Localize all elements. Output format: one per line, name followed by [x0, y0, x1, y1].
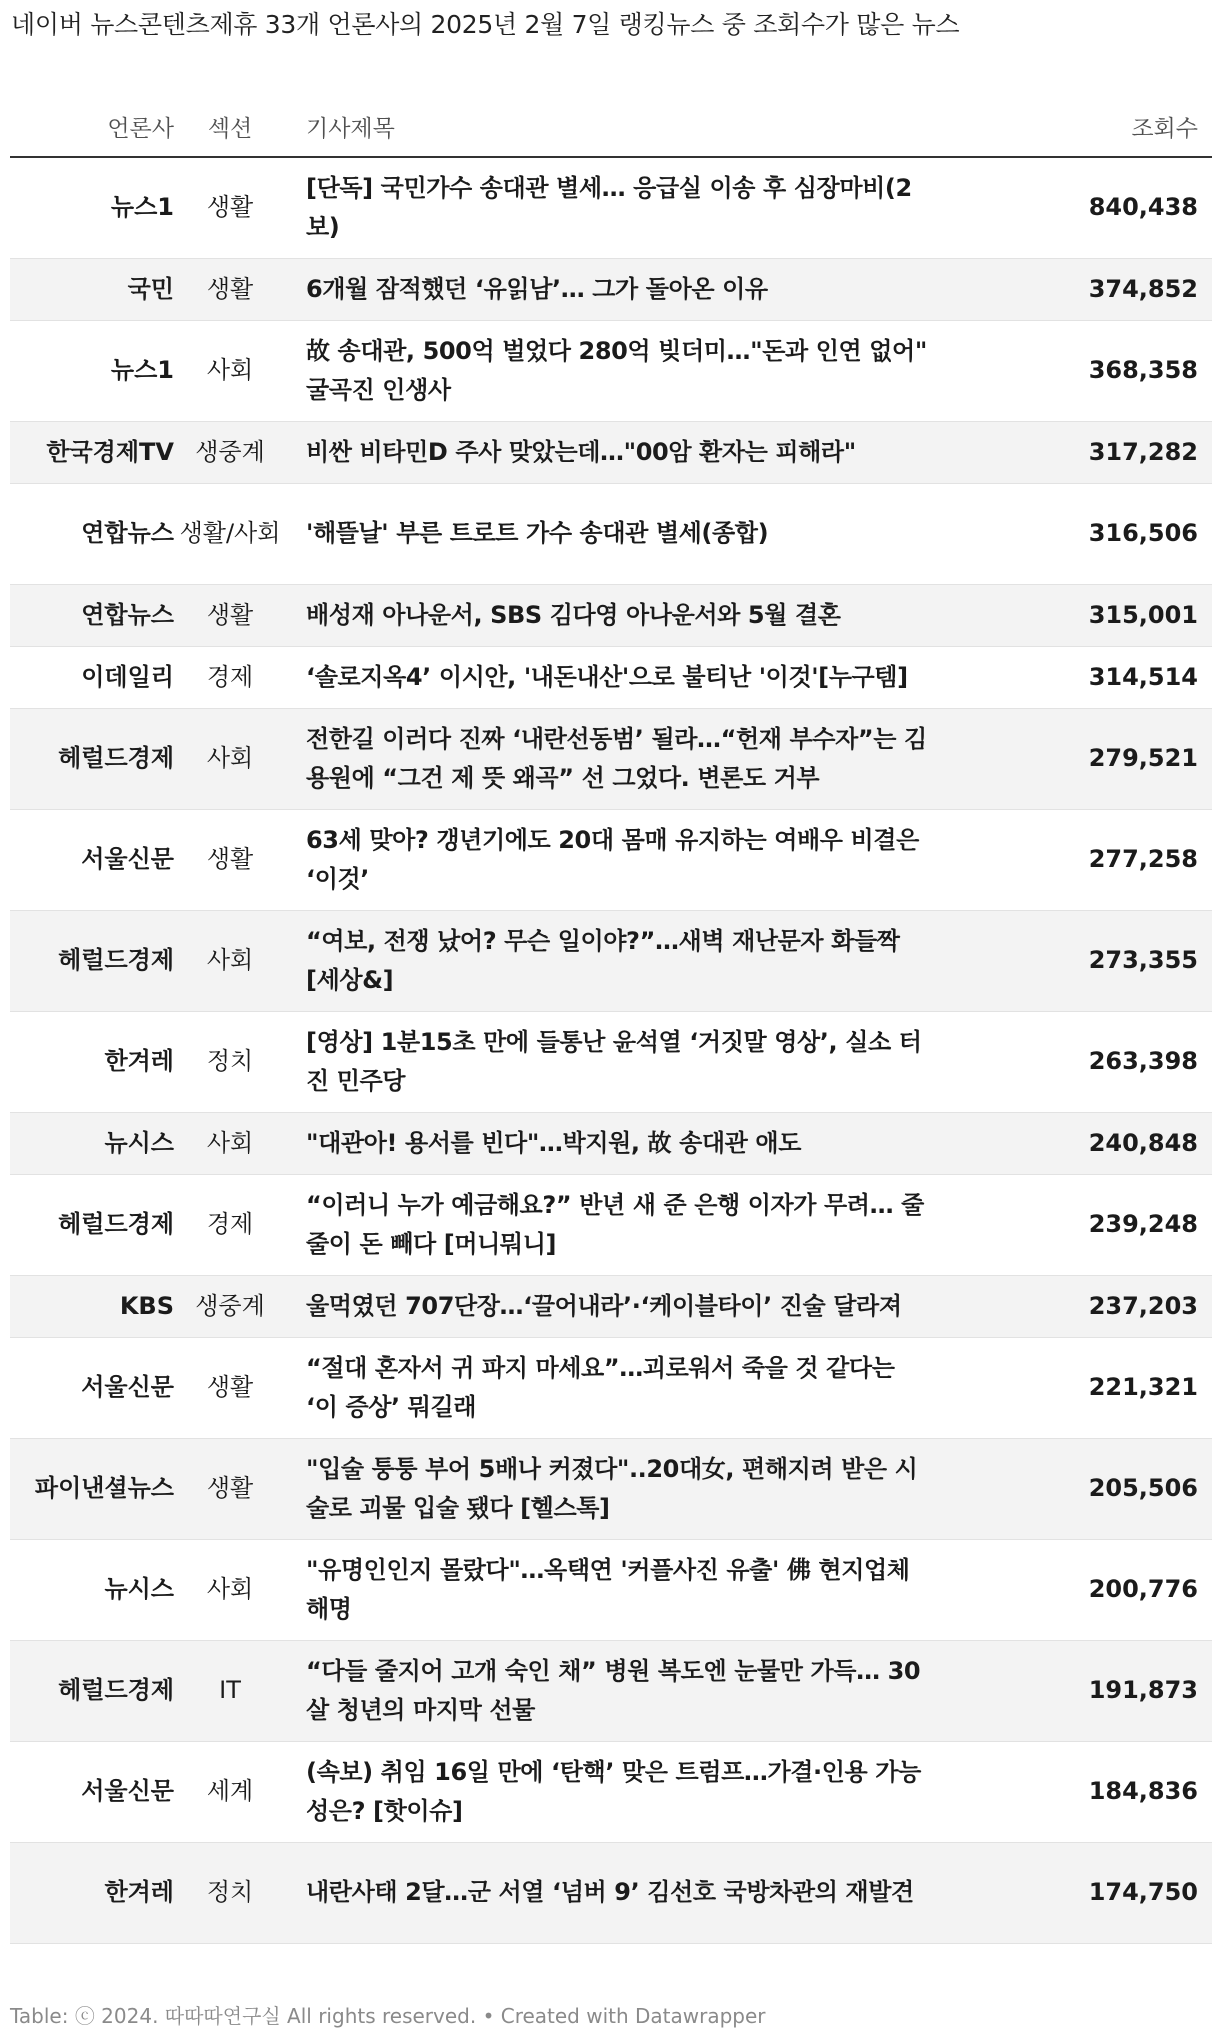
- table-row: [10, 1112, 1212, 1174]
- table-row: [10, 646, 1212, 708]
- column-header-outlet[interactable]: 언론사: [10, 96, 174, 157]
- chart-title: 네이버 뉴스콘텐츠제휴 33개 언론사의 2025년 2월 7일 랭킹뉴스 중 조회수가 많은 뉴스: [11, 10, 960, 39]
- cell-section: 사회: [174, 910, 286, 1011]
- table-row: [10, 258, 1212, 320]
- cell-title: '해뜰날' 부른 트로트 가수 송대관 별세(종합): [286, 483, 958, 584]
- table-footer: Table: ⓒ 2024. 따따따연구실 All rights reserved. • Created with Datawrapper: [10, 2004, 766, 2028]
- cell-views: 221,321: [958, 1337, 1212, 1438]
- cell-outlet: 뉴스1: [10, 157, 174, 258]
- cell-views: 316,506: [958, 483, 1212, 584]
- cell-views: 273,355: [958, 910, 1212, 1011]
- cell-outlet: 서울신문: [10, 1337, 174, 1438]
- cell-title: 비싼 비타민D 주사 맞았는데…"00암 환자는 피해라": [286, 421, 958, 483]
- cell-views: 263,398: [958, 1011, 1212, 1112]
- cell-outlet: 이데일리: [10, 646, 174, 708]
- cell-views: 184,836: [958, 1741, 1212, 1842]
- cell-section: 생중계: [174, 1275, 286, 1337]
- cell-title: 배성재 아나운서, SBS 김다영 아나운서와 5월 결혼: [286, 584, 958, 646]
- cell-section: IT: [174, 1640, 286, 1741]
- cell-section: 생활: [174, 157, 286, 258]
- cell-views: 174,750: [958, 1842, 1212, 1943]
- cell-section: 생활: [174, 258, 286, 320]
- cell-views: 315,001: [958, 584, 1212, 646]
- ranking-table: [10, 96, 1212, 1944]
- cell-outlet: 헤럴드경제: [10, 708, 174, 809]
- cell-title: “다들 줄지어 고개 숙인 채” 병원 복도엔 눈물만 가득… 30살 청년의 마지막 선물: [286, 1640, 958, 1741]
- table-row: [10, 1640, 1212, 1741]
- cell-title: "유명인인지 몰랐다"…옥택연 '커플사진 유출' 佛 현지업체 해명: [286, 1539, 958, 1640]
- cell-title: 63세 맞아? 갱년기에도 20대 몸매 유지하는 여배우 비결은 ‘이것’: [286, 809, 958, 910]
- cell-section: 경제: [174, 1174, 286, 1275]
- cell-outlet: 서울신문: [10, 809, 174, 910]
- table-row: [10, 1842, 1212, 1943]
- table-row: [10, 1438, 1212, 1539]
- cell-section: 생활: [174, 1438, 286, 1539]
- cell-section: 생활: [174, 584, 286, 646]
- cell-views: 205,506: [958, 1438, 1212, 1539]
- table-row: [10, 584, 1212, 646]
- cell-section: 경제: [174, 646, 286, 708]
- cell-views: 317,282: [958, 421, 1212, 483]
- cell-title: 故 송대관, 500억 벌었다 280억 빚더미…"돈과 인연 없어" 굴곡진 인생사: [286, 320, 958, 421]
- column-header-section[interactable]: 섹션: [174, 96, 286, 157]
- table-row: [10, 1174, 1212, 1275]
- cell-title: “절대 혼자서 귀 파지 마세요”…괴로워서 죽을 것 같다는 ‘이 증상’ 뭐길래: [286, 1337, 958, 1438]
- table-row: [10, 1741, 1212, 1842]
- cell-title: 내란사태 2달…군 서열 ‘넘버 9’ 김선호 국방차관의 재발견: [286, 1842, 958, 1943]
- cell-outlet: KBS: [10, 1275, 174, 1337]
- cell-outlet: 한겨레: [10, 1011, 174, 1112]
- cell-title: "대관아! 용서를 빈다"…박지원, 故 송대관 애도: [286, 1112, 958, 1174]
- table-row: [10, 1337, 1212, 1438]
- cell-views: 191,873: [958, 1640, 1212, 1741]
- cell-title: 울먹였던 707단장…‘끌어내라’·‘케이블타이’ 진술 달라져: [286, 1275, 958, 1337]
- cell-section: 사회: [174, 708, 286, 809]
- cell-section: 세계: [174, 1741, 286, 1842]
- cell-outlet: 뉴시스: [10, 1539, 174, 1640]
- cell-outlet: 헤럴드경제: [10, 910, 174, 1011]
- cell-section: 사회: [174, 1112, 286, 1174]
- table-row: [10, 483, 1212, 584]
- cell-title: “여보, 전쟁 났어? 무슨 일이야?”…새벽 재난문자 화들짝 [세상&]: [286, 910, 958, 1011]
- cell-section: 정치: [174, 1011, 286, 1112]
- cell-title: ‘솔로지옥4’ 이시안, '내돈내산'으로 불티난 '이것'[누구템]: [286, 646, 958, 708]
- cell-views: 277,258: [958, 809, 1212, 910]
- cell-outlet: 헤럴드경제: [10, 1174, 174, 1275]
- cell-views: 279,521: [958, 708, 1212, 809]
- cell-outlet: 국민: [10, 258, 174, 320]
- cell-outlet: 한국경제TV: [10, 421, 174, 483]
- cell-title: (속보) 취임 16일 만에 ‘탄핵’ 맞은 트럼프…가결·인용 가능성은? [핫이슈]: [286, 1741, 958, 1842]
- table-row: [10, 1275, 1212, 1337]
- cell-section: 사회: [174, 1539, 286, 1640]
- table-row: [10, 809, 1212, 910]
- cell-title: "입술 퉁퉁 부어 5배나 커졌다"..20대女, 편해지려 받은 시술로 괴물 입술 됐다 [헬스톡]: [286, 1438, 958, 1539]
- cell-views: 200,776: [958, 1539, 1212, 1640]
- cell-title: 6개월 잠적했던 ‘유읽남’… 그가 돌아온 이유: [286, 258, 958, 320]
- cell-views: 240,848: [958, 1112, 1212, 1174]
- cell-title: [영상] 1분15초 만에 들통난 윤석열 ‘거짓말 영상’, 실소 터진 민주당: [286, 1011, 958, 1112]
- cell-section: 생중계: [174, 421, 286, 483]
- cell-views: 237,203: [958, 1275, 1212, 1337]
- cell-outlet: 연합뉴스: [10, 584, 174, 646]
- cell-title: 전한길 이러다 진짜 ‘내란선동범’ 될라…“헌재 부수자”는 김용원에 “그건 제 뜻 왜곡” 선 그었다. 변론도 거부: [286, 708, 958, 809]
- table-row: [10, 1539, 1212, 1640]
- cell-outlet: 뉴시스: [10, 1112, 174, 1174]
- cell-outlet: 연합뉴스: [10, 483, 174, 584]
- table-body: [10, 157, 1212, 1943]
- cell-views: 314,514: [958, 646, 1212, 708]
- cell-outlet: 한겨레: [10, 1842, 174, 1943]
- table-row: [10, 421, 1212, 483]
- cell-section: 생활: [174, 1337, 286, 1438]
- cell-views: 368,358: [958, 320, 1212, 421]
- table-row: [10, 320, 1212, 421]
- table-row: [10, 708, 1212, 809]
- column-header-views[interactable]: 조회수: [958, 96, 1212, 157]
- cell-section: 정치: [174, 1842, 286, 1943]
- cell-outlet: 헤럴드경제: [10, 1640, 174, 1741]
- table-row: [10, 1011, 1212, 1112]
- cell-views: 374,852: [958, 258, 1212, 320]
- cell-section: 생활: [174, 809, 286, 910]
- column-header-title[interactable]: 기사제목: [286, 96, 958, 157]
- cell-title: “이러니 누가 예금해요?” 반년 새 준 은행 이자가 무려… 줄줄이 돈 빼다 [머니뭐니]: [286, 1174, 958, 1275]
- header-row: [10, 96, 1212, 157]
- cell-outlet: 뉴스1: [10, 320, 174, 421]
- cell-section: 생활/사회: [174, 483, 286, 584]
- cell-section: 사회: [174, 320, 286, 421]
- table-row: [10, 910, 1212, 1011]
- cell-views: 840,438: [958, 157, 1212, 258]
- cell-outlet: 파이낸셜뉴스: [10, 1438, 174, 1539]
- cell-views: 239,248: [958, 1174, 1212, 1275]
- cell-outlet: 서울신문: [10, 1741, 174, 1842]
- table-row: [10, 157, 1212, 258]
- cell-title: [단독] 국민가수 송대관 별세… 응급실 이송 후 심장마비(2보): [286, 157, 958, 258]
